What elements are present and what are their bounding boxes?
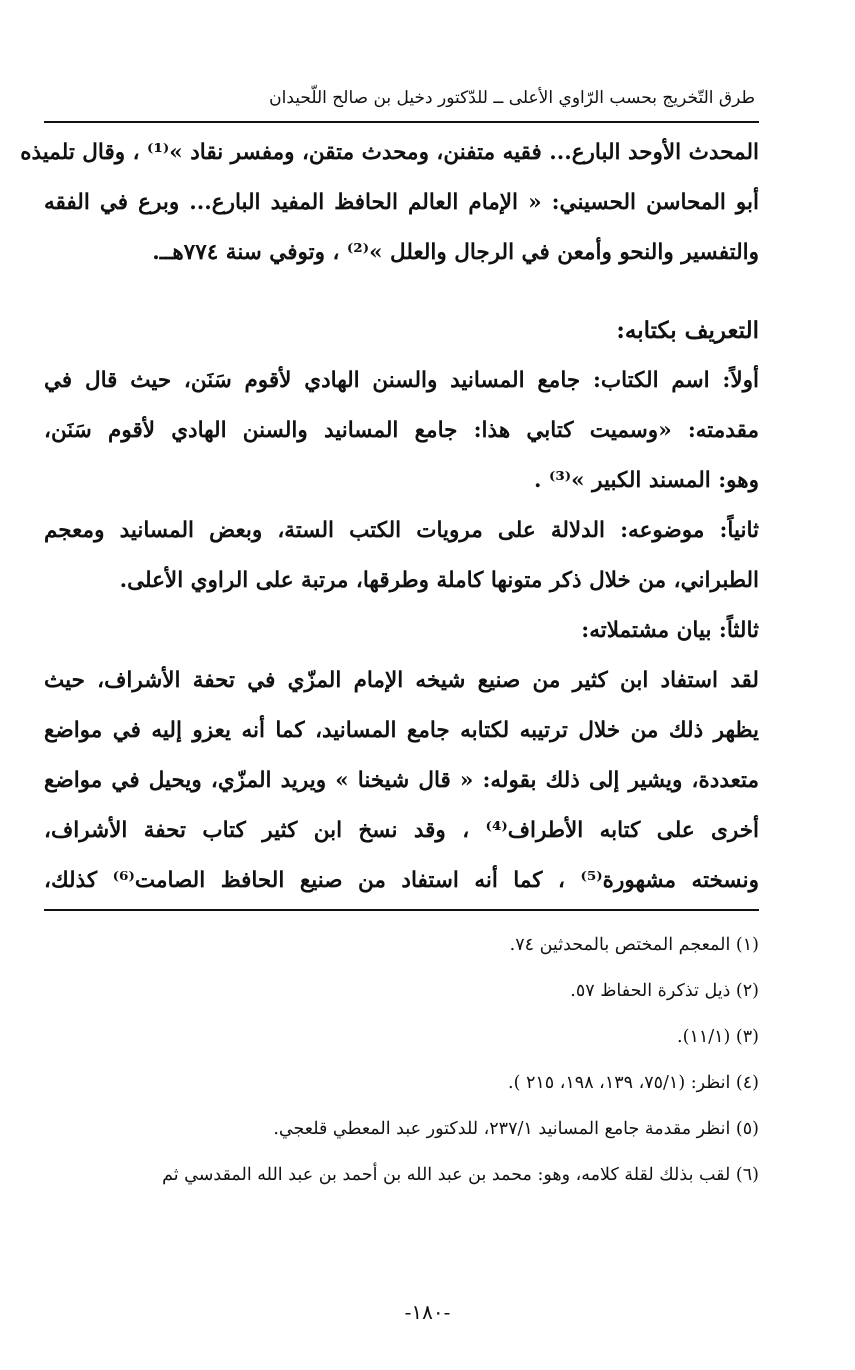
body-line: المحدث الأوحد البارع... فقيه متفنن، ومحدث متقن، ومفسر نقاد »⁽¹⁾ ، وقال تلميذه — [20, 140, 759, 165]
subheading: ثالثاً: بيان مشتملاته: — [581, 618, 759, 643]
footnote: (٣) (١١/١). — [677, 1027, 759, 1047]
body-line: الطبراني، من خلال ذكر متونها كاملة وطرقها، مرتبة على الراوي الأعلى. — [119, 568, 759, 593]
body-line: ثانياً: موضوعه: الدلالة على مرويات الكتب الستة، وبعض المسانيد ومعجم — [44, 518, 759, 543]
page-number: -١٨٠- — [404, 1300, 451, 1324]
body-line: لقد استفاد ابن كثير من صنيع شيخه الإمام المزّي في تحفة الأشراف، حيث — [44, 668, 759, 693]
footnote: (١) المعجم المختص بالمحدثين ٧٤. — [509, 935, 759, 955]
header-rule — [44, 121, 759, 123]
footnote: (٦) لقب بذلك لقلة كلامه، وهو: محمد بن عبد الله بن أحمد بن عبد الله المقدسي ثم — [162, 1165, 759, 1185]
body-line: وهو: المسند الكبير »⁽³⁾ . — [533, 468, 759, 493]
body-text — [20, 128, 760, 906]
body-line: أخرى على كتابه الأطراف⁽⁴⁾ ، وقد نسخ ابن كثير كتاب تحفة الأشراف، — [44, 818, 760, 843]
footnote: (٤) انظر: (٧٥/١، ١٣٩، ١٩٨، ٢١٥ ). — [508, 1073, 759, 1093]
body-line: يظهر ذلك من خلال ترتيبه لكتابه جامع المسانيد، كما أنه يعزو إليه في مواضع — [44, 718, 759, 743]
footnotes — [44, 922, 759, 1198]
footnote: (٢) ذيل تذكرة الحفاظ ٥٧. — [570, 981, 759, 1001]
footnote-rule — [44, 909, 759, 911]
body-line: أبو المحاسن الحسيني: « الإمام العالم الحافظ المفيد البارع... وبرع في الفقه — [44, 190, 759, 215]
footnote: (٥) انظر مقدمة جامع المسانيد ٢٣٧/١، للدكتور عبد المعطي قلعجي. — [273, 1119, 759, 1139]
body-line: مقدمته: «وسميت كتابي هذا: جامع المسانيد والسنن الهادي لأقوم سَنَن، — [44, 418, 759, 443]
body-line: ونسخته مشهورة⁽⁵⁾ ، كما أنه استفاد من صنيع الحافظ الصامت⁽⁶⁾ كذلك، — [44, 868, 759, 893]
running-head: طرق التّخريج بحسب الرّاوي الأعلى ــ للدّكتور دخيل بن صالح اللّحيدان — [269, 88, 755, 108]
body-line: متعددة، ويشير إلى ذلك بقوله: « قال شيخنا » ويريد المزّي، ويحيل في مواضع — [44, 768, 759, 793]
body-line: والتفسير والنحو وأمعن في الرجال والعلل »⁽²⁾ ، وتوفي سنة ٧٧٤هــ. — [152, 240, 759, 265]
paragraph-gap — [44, 278, 759, 306]
body-line: أولاً: اسم الكتاب: جامع المسانيد والسنن الهادي لأقوم سَنَن، حيث قال في — [44, 368, 759, 393]
section-heading: التعريف بكتابه: — [616, 317, 759, 344]
